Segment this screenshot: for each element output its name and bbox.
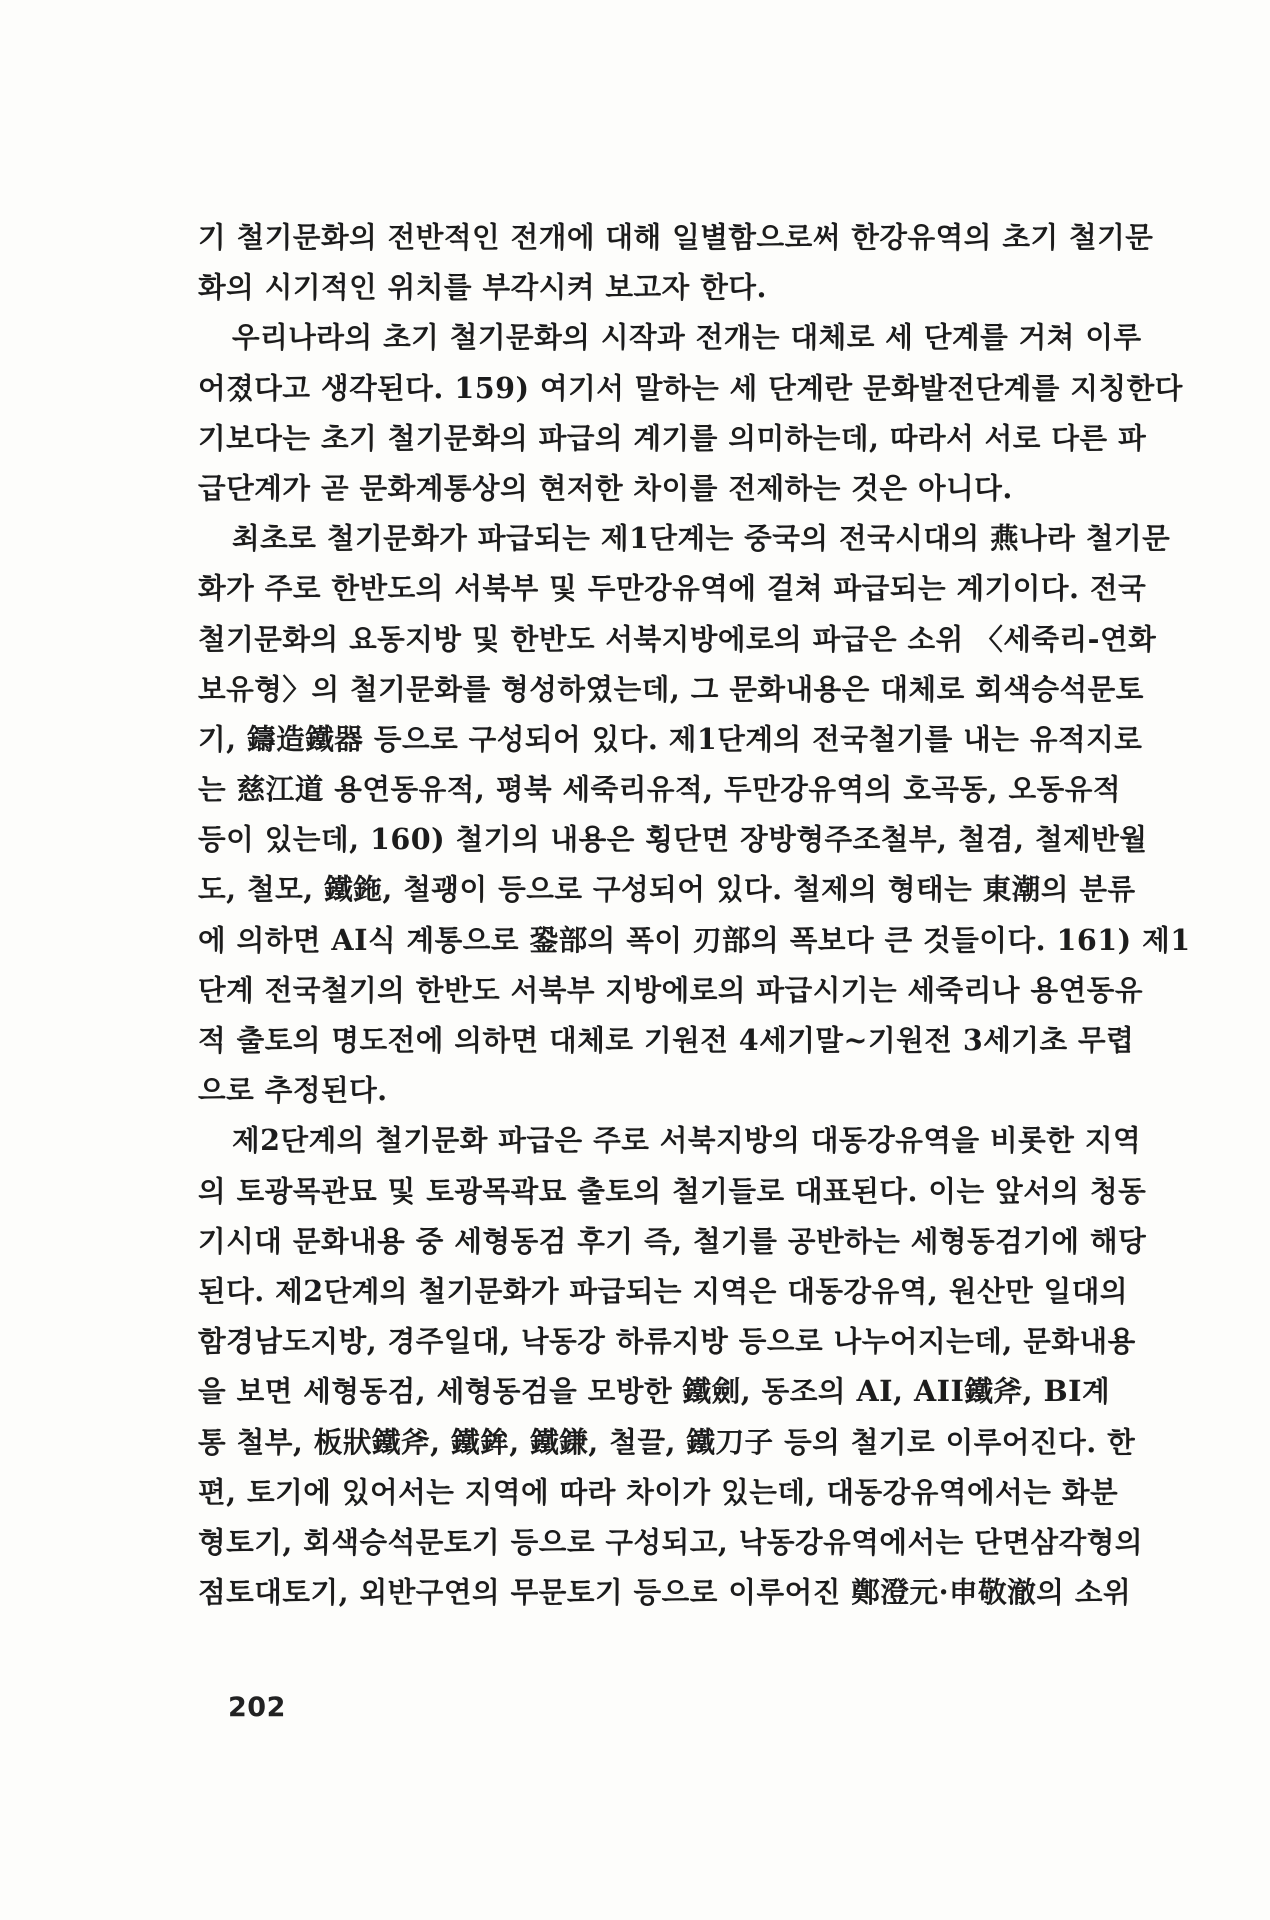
text-line: 기시대 문화내용 중 세형동검 후기 즉, 철기를 공반하는 세형동검기에 해당: [198, 1223, 1147, 1258]
text-line: 의 토광목관묘 및 토광목곽묘 출토의 철기들로 대표된다. 이는 앞서의 청동: [198, 1173, 1147, 1208]
text-line: 점토대토기, 외반구연의 무문토기 등으로 이루어진 鄭澄元·申敬澈의 소위: [198, 1575, 1132, 1610]
text-line: 화의 시기적인 위치를 부각시켜 보고자 한다.: [198, 270, 767, 305]
text-line: 기 철기문화의 전반적인 전개에 대해 일별함으로써 한강유역의 초기 철기문: [198, 220, 1154, 254]
text-line: 도, 철모, 鐵鉇, 철괭이 등으로 구성되어 있다. 철제의 형태는 東潮의 분류: [198, 872, 1136, 907]
text-line: 화가 주로 한반도의 서북부 및 두만강유역에 걸쳐 파급되는 계기이다. 전국: [198, 571, 1147, 606]
text-line: 최초로 철기문화가 파급되는 제1단계는 중국의 전국시대의 燕나라 철기문: [232, 521, 1171, 556]
text-line: 기보다는 초기 철기문화의 파급의 계기를 의미하는데, 따라서 서로 다른 파: [198, 420, 1147, 455]
text-line: 어졌다고 생각된다. 159) 여기서 말하는 세 단계란 문화발전단계를 지칭한다: [198, 370, 1183, 405]
text-line: 에 의하면 AI식 계통으로 銎部의 폭이 刃部의 폭보다 큰 것들이다. 161) 제1: [198, 922, 1191, 957]
text-line: 제2단계의 철기문화 파급은 주로 서북지방의 대동강유역을 비롯한 지역: [232, 1123, 1142, 1158]
text-line: 을 보면 세형동검, 세형동검을 모방한 鐵劍, 동조의 AI, AII鐵斧, BI계: [198, 1374, 1111, 1409]
text-line: 편, 토기에 있어서는 지역에 따라 차이가 있는데, 대동강유역에서는 화분: [198, 1474, 1119, 1509]
text-line: 등이 있는데, 160) 철기의 내용은 횡단면 장방형주조철부, 철겸, 철제반월: [198, 822, 1148, 857]
page-number: 202: [228, 1692, 286, 1723]
text-line: 보유형〉의 철기문화를 형성하였는데, 그 문화내용은 대체로 회색승석문토: [198, 671, 1144, 706]
text-line: 우리나라의 초기 철기문화의 시작과 전개는 대체로 세 단계를 거쳐 이루: [232, 320, 1142, 355]
text-line: 는 慈江道 용연동유적, 평북 세죽리유적, 두만강유역의 호곡동, 오동유적: [198, 772, 1121, 807]
text-line: 으로 추정된다.: [198, 1073, 388, 1108]
text-line: 된다. 제2단계의 철기문화가 파급되는 지역은 대동강유역, 원산만 일대의: [198, 1273, 1129, 1308]
text-line: 기, 鑄造鐵器 등으로 구성되어 있다. 제1단계의 전국철기를 내는 유적지로: [198, 721, 1143, 756]
text-line: 형토기, 회색승석문토기 등으로 구성되고, 낙동강유역에서는 단면삼각형의: [198, 1524, 1143, 1559]
text-line: 함경남도지방, 경주일대, 낙동강 하류지방 등으로 나누어지는데, 문화내용: [198, 1324, 1136, 1359]
text-line: 적 출토의 명도전에 의하면 대체로 기원전 4세기말~기원전 3세기초 무렵: [198, 1023, 1135, 1057]
body-text: [198, 212, 1191, 1617]
text-line: 철기문화의 요동지방 및 한반도 서북지방에로의 파급은 소위 〈세죽리-연화: [198, 621, 1157, 656]
text-line: 단계 전국철기의 한반도 서북부 지방에로의 파급시기는 세죽리나 용연동유: [198, 972, 1143, 1007]
text-line: 통 철부, 板狀鐵斧, 鐵鉾, 鐵鎌, 철끌, 鐵刀子 등의 철기로 이루어진다. 한: [198, 1424, 1136, 1459]
text-line: 급단계가 곧 문화계통상의 현저한 차이를 전제하는 것은 아니다.: [198, 470, 1013, 505]
